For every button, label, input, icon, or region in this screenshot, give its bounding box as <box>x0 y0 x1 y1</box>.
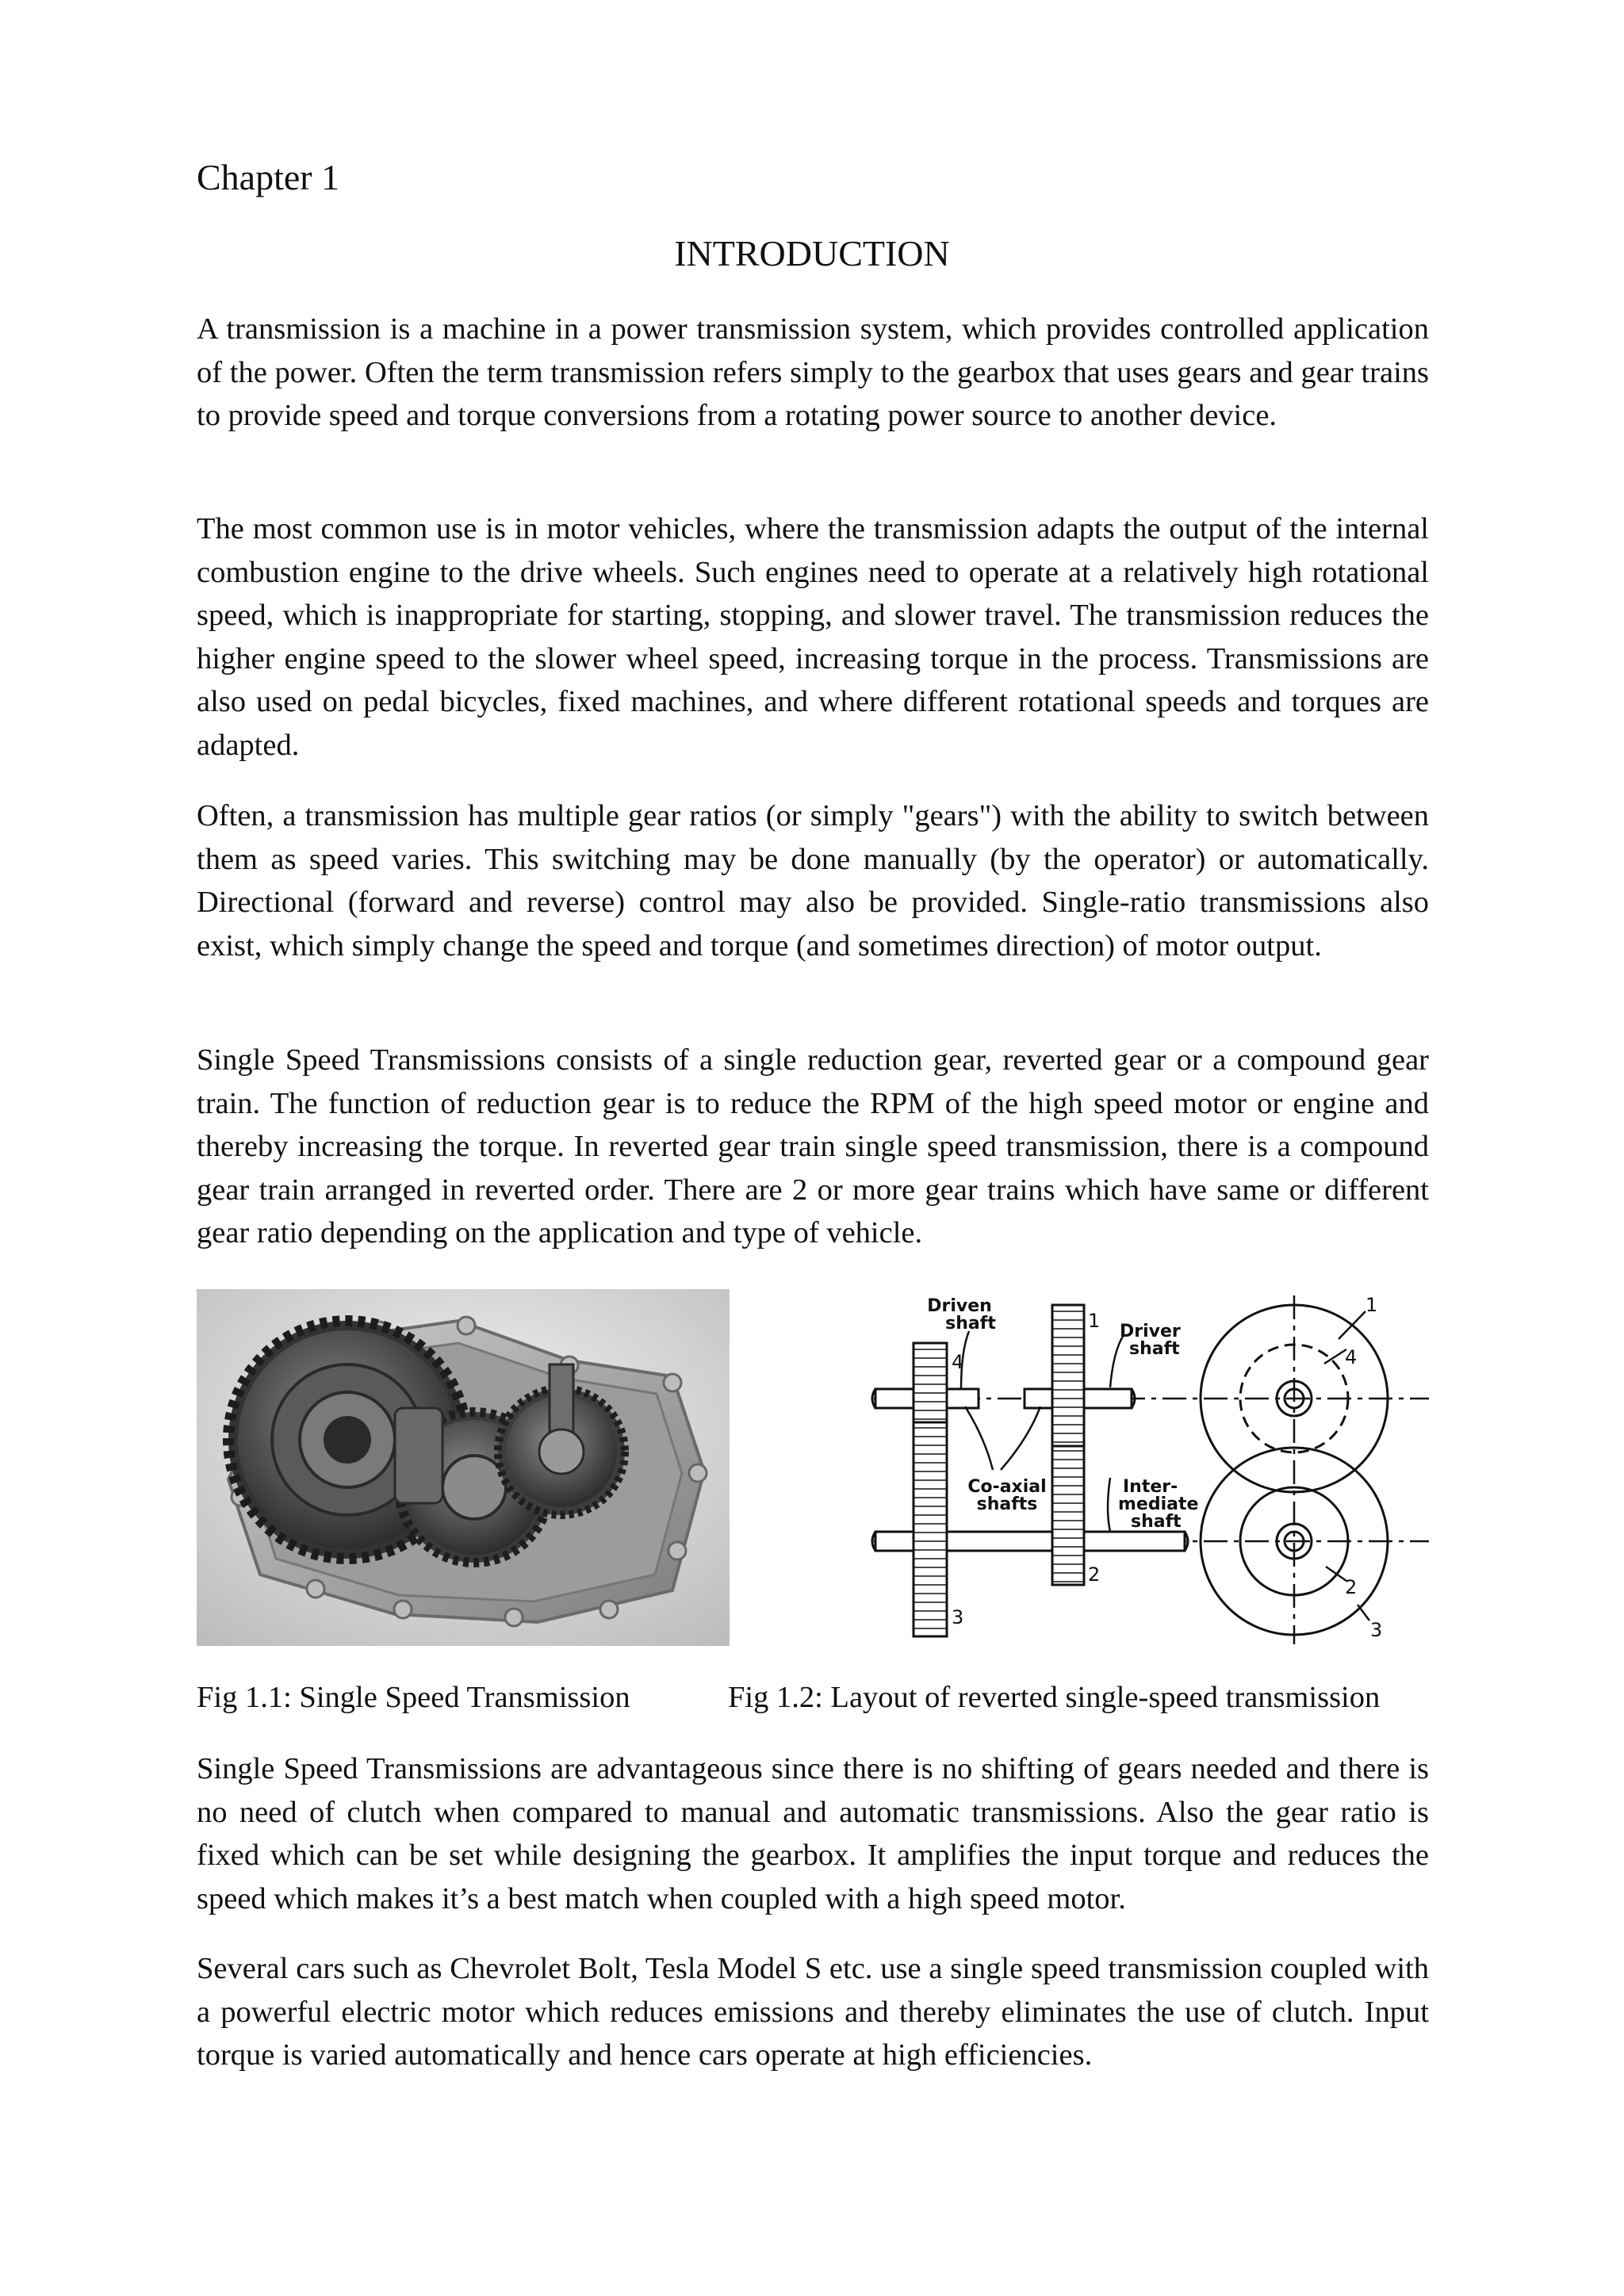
gear-number-1-side: 1 <box>1088 1310 1101 1332</box>
paragraph-1: A transmission is a machine in a power transmission system, which provides controlled application of the power. Often the term transmission refers simply to the gearbox that uses gears and gear trains to provide speed and torque conversions from a rotating power source to another device. <box>197 312 1429 432</box>
paragraph-4: Single Speed Transmissions consists of a single reduction gear, reverted gear or a compound gear train. The function of reduction gear is to reduce the RPM of the high speed motor or engine and thereby increasing the torque. In reverted gear train single speed transmission, there is a compound gear train arranged in reverted order. There are 2 or more gear trains which have same or different gear ratio depending on the application and type of vehicle. <box>197 1043 1429 1249</box>
gear-number-2-side: 2 <box>1088 1563 1101 1586</box>
gear-layout-svg <box>858 1288 1429 1649</box>
figure-1-caption: Fig 1.1: Single Speed Transmission <box>197 1681 630 1714</box>
label-driver-line1: Driver <box>1120 1322 1181 1341</box>
label-intermediate-line3: shaft <box>1131 1512 1182 1532</box>
gear-number-2-end: 2 <box>1345 1576 1358 1598</box>
label-intermediate-line2: mediate <box>1118 1494 1199 1514</box>
label-driven-line2: shaft <box>945 1314 996 1334</box>
gear-number-3-end: 3 <box>1370 1619 1383 1641</box>
reverted-gear-train-diagram <box>858 1288 1429 1649</box>
paragraph-5: Single Speed Transmissions are advantageous since there is no shifting of gears needed and there is no need of clutch when compared to manual and automatic transmissions. Also the gear ratio is fixed which can be set while designing the gearbox. It amplifies the input torque and reduces the speed which makes it’s a best match when coupled with a high speed motor. <box>197 1752 1429 1915</box>
gear-number-3-side: 3 <box>952 1606 964 1628</box>
label-intermediate-line1: Inter- <box>1123 1477 1178 1497</box>
gear-number-4-side: 4 <box>952 1351 964 1373</box>
label-coaxial-line1: Co-axial <box>967 1477 1047 1497</box>
page-title: INTRODUCTION <box>674 233 950 274</box>
chapter-heading: Chapter 1 <box>197 157 340 197</box>
paragraph-6: Several cars such as Chevrolet Bolt, Tesla Model S etc. use a single speed transmission coupled with a powerful electric motor which reduces emissions and thereby eliminates the use of clutch. Input torque is varied automatically and hence cars operate at high efficiencies. <box>197 1952 1429 2072</box>
label-coaxial-line2: shafts <box>976 1494 1038 1514</box>
figure-2-caption: Fig 1.2: Layout of reverted single-speed transmission <box>728 1681 1381 1714</box>
paragraph-2: The most common use is in motor vehicles, where the transmission adapts the output of the internal combustion engine to the drive wheels. Such engines need to operate at a relatively high rotational speed, which is inappropriate for starting, stopping, and slower travel. The transmission reduces the higher engine speed to the slower wheel speed, increasing torque in the process. Transmissions are also used on pedal bicycles, fixed machines, and where different rotational speeds and torques are adapted. <box>197 512 1429 762</box>
label-driven-line1: Driven <box>927 1296 992 1316</box>
transmission-photo <box>197 1289 730 1646</box>
label-driver-line2: shaft <box>1129 1339 1180 1359</box>
gear-number-1-end: 1 <box>1365 1294 1378 1316</box>
paragraph-3: Often, a transmission has multiple gear ratios (or simply "gears") with the ability to switch between them as speed varies. This switching may be done manually (by the operator) or automatically. Directional (forward and reverse) control may also be provided. Single-ratio transmissions also exist, which simply change the speed and torque (and sometimes direction) of motor output. <box>197 799 1429 962</box>
gear-number-4-end: 4 <box>1345 1346 1358 1368</box>
gearbox-illustration <box>197 1289 730 1646</box>
